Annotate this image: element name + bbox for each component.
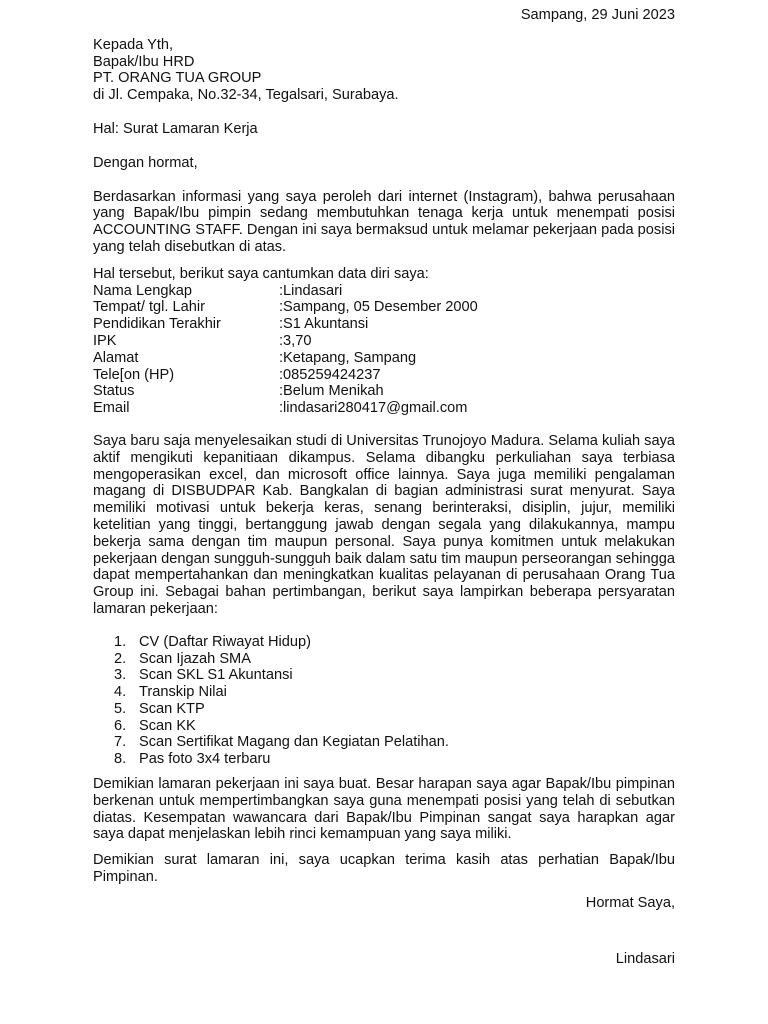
letter-subject: Hal: Surat Lamaran Kerja — [93, 120, 258, 137]
personal-data-label: Tempat/ tgl. Lahir — [93, 299, 205, 316]
list-item — [114, 734, 675, 751]
personal-data-value: :Ketapang, Sampang — [279, 349, 417, 366]
personal-data-row — [93, 283, 478, 300]
attachment-list — [93, 634, 675, 768]
list-item-text: Pas foto 3x4 terbaru — [139, 751, 271, 768]
personal-data-value: :Lindasari — [279, 282, 343, 299]
personal-data-value: :3,70 — [279, 332, 312, 349]
signature-name: Lindasari — [615, 950, 675, 967]
list-item-number: 2. — [114, 650, 127, 667]
list-item — [114, 667, 675, 684]
list-item — [114, 718, 675, 735]
personal-data-row — [93, 383, 478, 400]
recipient-address — [93, 37, 675, 104]
paragraph-closing: Demikian lamaran pekerjaan ini saya buat. Besar harapan saya agar Bapak/Ibu pimpinan berkenan untuk mempertimbangkan saya guna menempati posisi yang telah di sebutkan diatas. Kesempatan wawancara dari Bapak/Ibu Pimpinan sangat saya harapkan agar saya dapat menjelaskan lebih rinci kemampuan yang saya miliki. — [93, 776, 675, 843]
list-item — [114, 751, 675, 768]
paragraph-thanks: Demikian surat lamaran ini, saya ucapkan terima kasih atas perhatian Bapak/Ibu Pimpinan. — [93, 852, 675, 886]
list-item — [114, 701, 675, 718]
list-item-number: 8. — [114, 751, 127, 768]
list-item-text: Transkip Nilai — [139, 684, 227, 701]
list-item-number: 4. — [114, 684, 127, 701]
list-item-text: Scan KTP — [139, 700, 205, 717]
personal-data-label: Alamat — [93, 349, 139, 366]
list-item-number: 3. — [114, 667, 127, 684]
paragraph-intro: Berdasarkan informasi yang saya peroleh dari internet (Instagram), bahwa perusahaan yang Bapak/Ibu pimpin sedang membutuhkan tenaga kerja untuk menempati posisi ACCOUNTING STAFF. Dengan ini saya bermaksud untuk melamar pekerjaan pada posisi yang telah disebutkan di atas. — [93, 188, 675, 255]
personal-data-label: Email — [93, 400, 130, 417]
personal-data-label: Nama Lengkap — [93, 282, 192, 299]
list-item-number: 1. — [114, 633, 127, 650]
list-item-text: Scan Ijazah SMA — [139, 650, 251, 667]
personal-data-label: IPK — [93, 332, 117, 349]
personal-data-value: :S1 Akuntansi — [279, 316, 369, 333]
letter-page — [93, 7, 675, 967]
personal-data-value: :Sampang, 05 Desember 2000 — [279, 299, 478, 316]
list-item — [114, 684, 675, 701]
list-item-text: Scan SKL S1 Akuntansi — [139, 667, 293, 684]
personal-data-row — [93, 316, 478, 333]
personal-data-table — [93, 283, 478, 417]
personal-data-row — [93, 333, 478, 350]
personal-data-label: Status — [93, 383, 135, 400]
list-item-text: Scan Sertifikat Magang dan Kegiatan Pelatihan. — [139, 734, 449, 751]
recipient-line: Kepada Yth, — [93, 36, 174, 53]
personal-data-row — [93, 367, 478, 384]
recipient-company: PT. ORANG TUA GROUP — [93, 70, 262, 87]
list-item-text: Scan KK — [139, 717, 196, 734]
list-item-number: 5. — [114, 700, 127, 717]
recipient-line: Bapak/Ibu HRD — [93, 53, 195, 70]
letter-date: Sampang, 29 Juni 2023 — [520, 7, 675, 23]
recipient-street: di Jl. Cempaka, No.32-34, Tegalsari, Surabaya. — [93, 87, 399, 104]
personal-data-row — [93, 299, 478, 316]
personal-data-row — [93, 350, 478, 367]
list-item-number: 7. — [114, 734, 127, 751]
personal-data-value: :Belum Menikah — [279, 383, 384, 400]
list-item-number: 6. — [114, 717, 127, 734]
paragraph-background: Saya baru saja menyelesaikan studi di Universitas Trunojoyo Madura. Selama kuliah saya aktif mengikuti kepanitiaan dikampus. Selama dibangku perkuliahan saya terbiasa mengoperasikan excel, dan microsoft office lainnya. Saya juga memiliki pengalaman magang di DISBUDPAR Kab. Bangkalan di bagian administrasi surat menyurat. Saya memiliki motivasi untuk bekerja keras, senang berinteraksi, disiplin, jujur, memiliki ketelitian yang tinggi, bertanggung jawab dengan segala yang dilakukannya, mampu bekerja sama dengan tim maupun personal. Saya punya komitmen untuk melakukan pekerjaan dengan sungguh-sungguh baik dalam satu tim maupun perseorangan sehingga dapat mempertahankan dan meningkatkan kualitas pelayanan di perusahaan Orang Tua Group ini. Sebagai bahan pertimbangan, berikut saya lampirkan beberapa persyaratan lamaran pekerjaan: — [93, 432, 675, 617]
data-intro: Hal tersebut, berikut saya cantumkan data diri saya: — [93, 265, 429, 282]
personal-data-value: :lindasari280417@gmail.com — [279, 400, 468, 417]
list-item-text: CV (Daftar Riwayat Hidup) — [139, 633, 311, 650]
list-item — [114, 634, 675, 651]
salutation: Dengan hormat, — [93, 154, 198, 171]
personal-data-row — [93, 400, 478, 417]
list-item — [114, 651, 675, 668]
personal-data-value: :085259424237 — [279, 366, 381, 383]
closing-phrase: Hormat Saya, — [585, 894, 675, 911]
personal-data-label: Tele[on (HP) — [93, 366, 175, 383]
personal-data-label: Pendidikan Terakhir — [93, 316, 221, 333]
